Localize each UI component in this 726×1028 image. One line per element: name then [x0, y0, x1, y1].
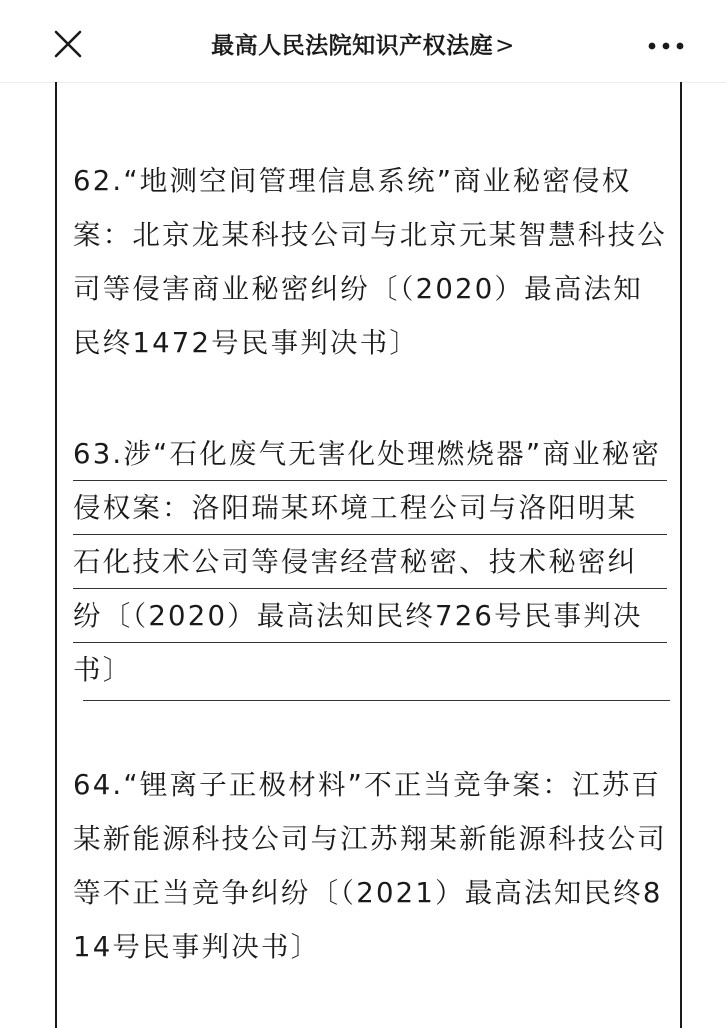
item-line: 书〕 [73, 654, 133, 686]
item-line: 石化技术公司等侵害经营秘密、技术秘密纠 [73, 535, 667, 589]
more-icon [644, 32, 688, 60]
item-text: 64.“锂离子正极材料”不正当竞争案：江苏百某新能源科技公司与江苏翔某新能源科技公司等不正当竞争纠纷〔（2021）最高法知民终814号民事判决书〕 [73, 769, 667, 963]
nav-bar [0, 0, 726, 83]
list-item-62 [73, 154, 667, 370]
chevron-right-icon: > [495, 33, 515, 59]
item-line: 纷〔（2020）最高法知民终726号民事判决 [73, 589, 667, 643]
page-title: 最高人民法院知识产权法庭 [211, 33, 494, 59]
item-text: 62.“地测空间管理信息系统”商业秘密侵权案：北京龙某科技公司与北京元某智慧科技公司等侵害商业秘密纠纷〔（2020）最高法知民终1472号民事判决书〕 [73, 165, 667, 359]
item-line: 63.涉“石化废气无害化处理燃烧器”商业秘密 [73, 427, 667, 481]
account-title-link[interactable] [0, 30, 726, 62]
article-body [55, 82, 682, 1028]
divider [83, 700, 670, 701]
list-item-63[interactable] [73, 427, 667, 696]
item-line: 侵权案：洛阳瑞某环境工程公司与洛阳明某 [73, 481, 667, 535]
list-item-64 [73, 758, 667, 974]
more-button[interactable] [644, 32, 688, 60]
